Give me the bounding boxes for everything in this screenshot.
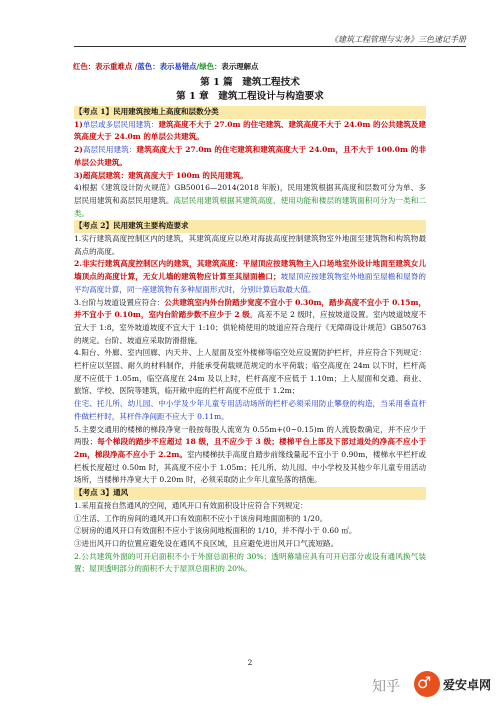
section-heading: 【考点 2】民用建筑主要构造要求: [74, 220, 426, 233]
header-rule: [74, 46, 466, 47]
legend-red: 红色：表示重难点 /: [73, 62, 138, 71]
zhihu-watermark: 知乎: [372, 679, 400, 695]
paragraph: ①生活、工作的房间的通风开口有效面积不应小于该房间地面面积的 1/20。: [74, 513, 328, 523]
color-legend: [73, 61, 258, 72]
paragraph: 5.主要交通用的楼梯的梯段净宽一般按每股人流宽为 0.55m+(0~0.15)m 的人流股数确定，并不应少于两股；每个梯段的踏步不应超过 18 级，且不应少于 3 级；楼梯平台上部及下部过道处的净高不应小于 2m，梯段净高不应小于 2.2m。室内楼梯扶手高度自踏步前缘线量起不宜小于 0.90m，楼梯水平栏杆或栏板长度超过 0.50m 时，其高度不应小于 1.05m；托儿所、幼儿园、中小学校及其他少年儿童专用活动场所，当楼梯井净宽大于 0.20m 时，必须采取防止少年儿童坠落的措施。: [74, 424, 426, 485]
part-title: 第 1 篇 建筑工程技术: [200, 77, 300, 88]
paragraph: ②厨房的通风开口有效面积不应小于该房间地板面积的 1/10，并不得小于 0.60 ㎡。: [74, 526, 357, 536]
legend-black: 表示理解点: [221, 62, 259, 71]
section-heading: 【考点 1】民用建筑按地上高度和层数分类: [74, 106, 426, 119]
legend-green: /绿色：: [196, 62, 222, 71]
paragraph: 2.公共建筑外窗的可开启面积不小于外窗总面积的 30%；透明幕墙应具有可开启部分或设有通风换气装置；屋顶透明部分的面积不大于屋顶总面积的 20%。: [74, 551, 426, 574]
chapter-title: 第 1 章 建筑工程设计与构造要求: [176, 91, 324, 102]
paragraph: 1.采用直接自然通风的空间，通风开口有效面积设计应符合下列规定：: [74, 500, 308, 510]
section-heading: 【考点 3】通风: [74, 487, 426, 500]
android-logo-icon: ♂: [414, 671, 440, 697]
paragraph: 4.阳台、外廊、室内回廊、内天井、上人屋面及室外楼梯等临空处应设置防护栏杆，并应符合下列规定：栏杆应以坚固、耐久的材料制作，并能承受荷载规范规定的水平荷载；临空高度在 24m 以下时，栏杆高度不应低于 1.05m，临空高度在 24m 及以上时，栏杆高度不应低于 1.10m；上人屋面和交通、商业、旅馆、学校、医院等建筑，临开敞中庭的栏杆高度不应低于 1.2m；: [74, 348, 426, 396]
site-logo: [414, 668, 492, 702]
paragraph: 1.实行建筑高度控制区内的建筑，其建筑高度应以绝对海拔高度控制建筑物室外地面至建筑物和构筑物最高点的高度。: [74, 234, 426, 256]
logo-text: 爱安卓网: [443, 678, 492, 692]
legend-blue: 蓝色：表示易错点: [137, 62, 197, 71]
paragraph: 4)根据《建筑设计防火规范》GB50016—2014(2018 年版)，民用建筑根据其高度和层数可分为单、多层民用建筑和高层民用建筑。高层民用建筑根据其建筑高度、使用功能和楼层的建筑面积可分为一类和二类。: [74, 183, 426, 218]
paragraph: 2.非实行建筑高度控制区内的建筑，其建筑高度：平屋顶应按建筑物主入口场地室外设计地面至建筑女儿墙顶点的高度计算，无女儿墙的建筑物应计算至其屋面檐口；坡屋顶应按建筑物室外地面至屋檐和屋脊的平均高度计算，同一座建筑物有多种屋面形式时，分别计算后取最大值。: [74, 259, 426, 294]
document-body: [74, 106, 426, 576]
paragraph: 住宅、托儿所、幼儿园、中小学及少年儿童专用活动场所的栏杆必须采用防止攀登的构造，当采用垂直杆件做栏杆时，其杆件净间距不应大于 0.11m。: [74, 399, 426, 421]
paragraph: ③进出风开口的位置应避免设在通风不良区域，且应避免进出风开口气流短路。: [74, 538, 339, 548]
page-number: 2: [247, 658, 253, 667]
running-header: 《建筑工程管理与实务》三色速记手册: [330, 35, 466, 44]
paragraph: 3)超高层建筑：建筑高度大于 100m 的民用建筑。: [74, 170, 248, 180]
paragraph: 1)单层或多层民用建筑：建筑高度不大于 27.0m 的住宅建筑、建筑高度不大于 24.0m 的公共建筑及建筑高度大于 24.0m 的单层公共建筑。: [74, 119, 426, 142]
paragraph: 2)高层民用建筑：建筑高度大于 27.0m 的住宅建筑和建筑高度大于 24.0m，且不大于 100.0m 的非单层公共建筑。: [74, 145, 426, 167]
paragraph: 3.台阶与坡道设置应符合：公共建筑室内外台阶踏步宽度不宜小于 0.30m，踏步高度不宜小于 0.15m，并不宜小于 0.10m，室内台阶踏步数不应少于 2 级，高差不足 2 级时，应按坡道设置。室内坡道坡度不宜大于 1:8，室外坡道坡度不宜大于 1:10；供轮椅使用的坡道应符合现行《无障碍设计规范》GB50763 的规定。台阶、坡道应采取防滑措施。: [74, 297, 426, 345]
